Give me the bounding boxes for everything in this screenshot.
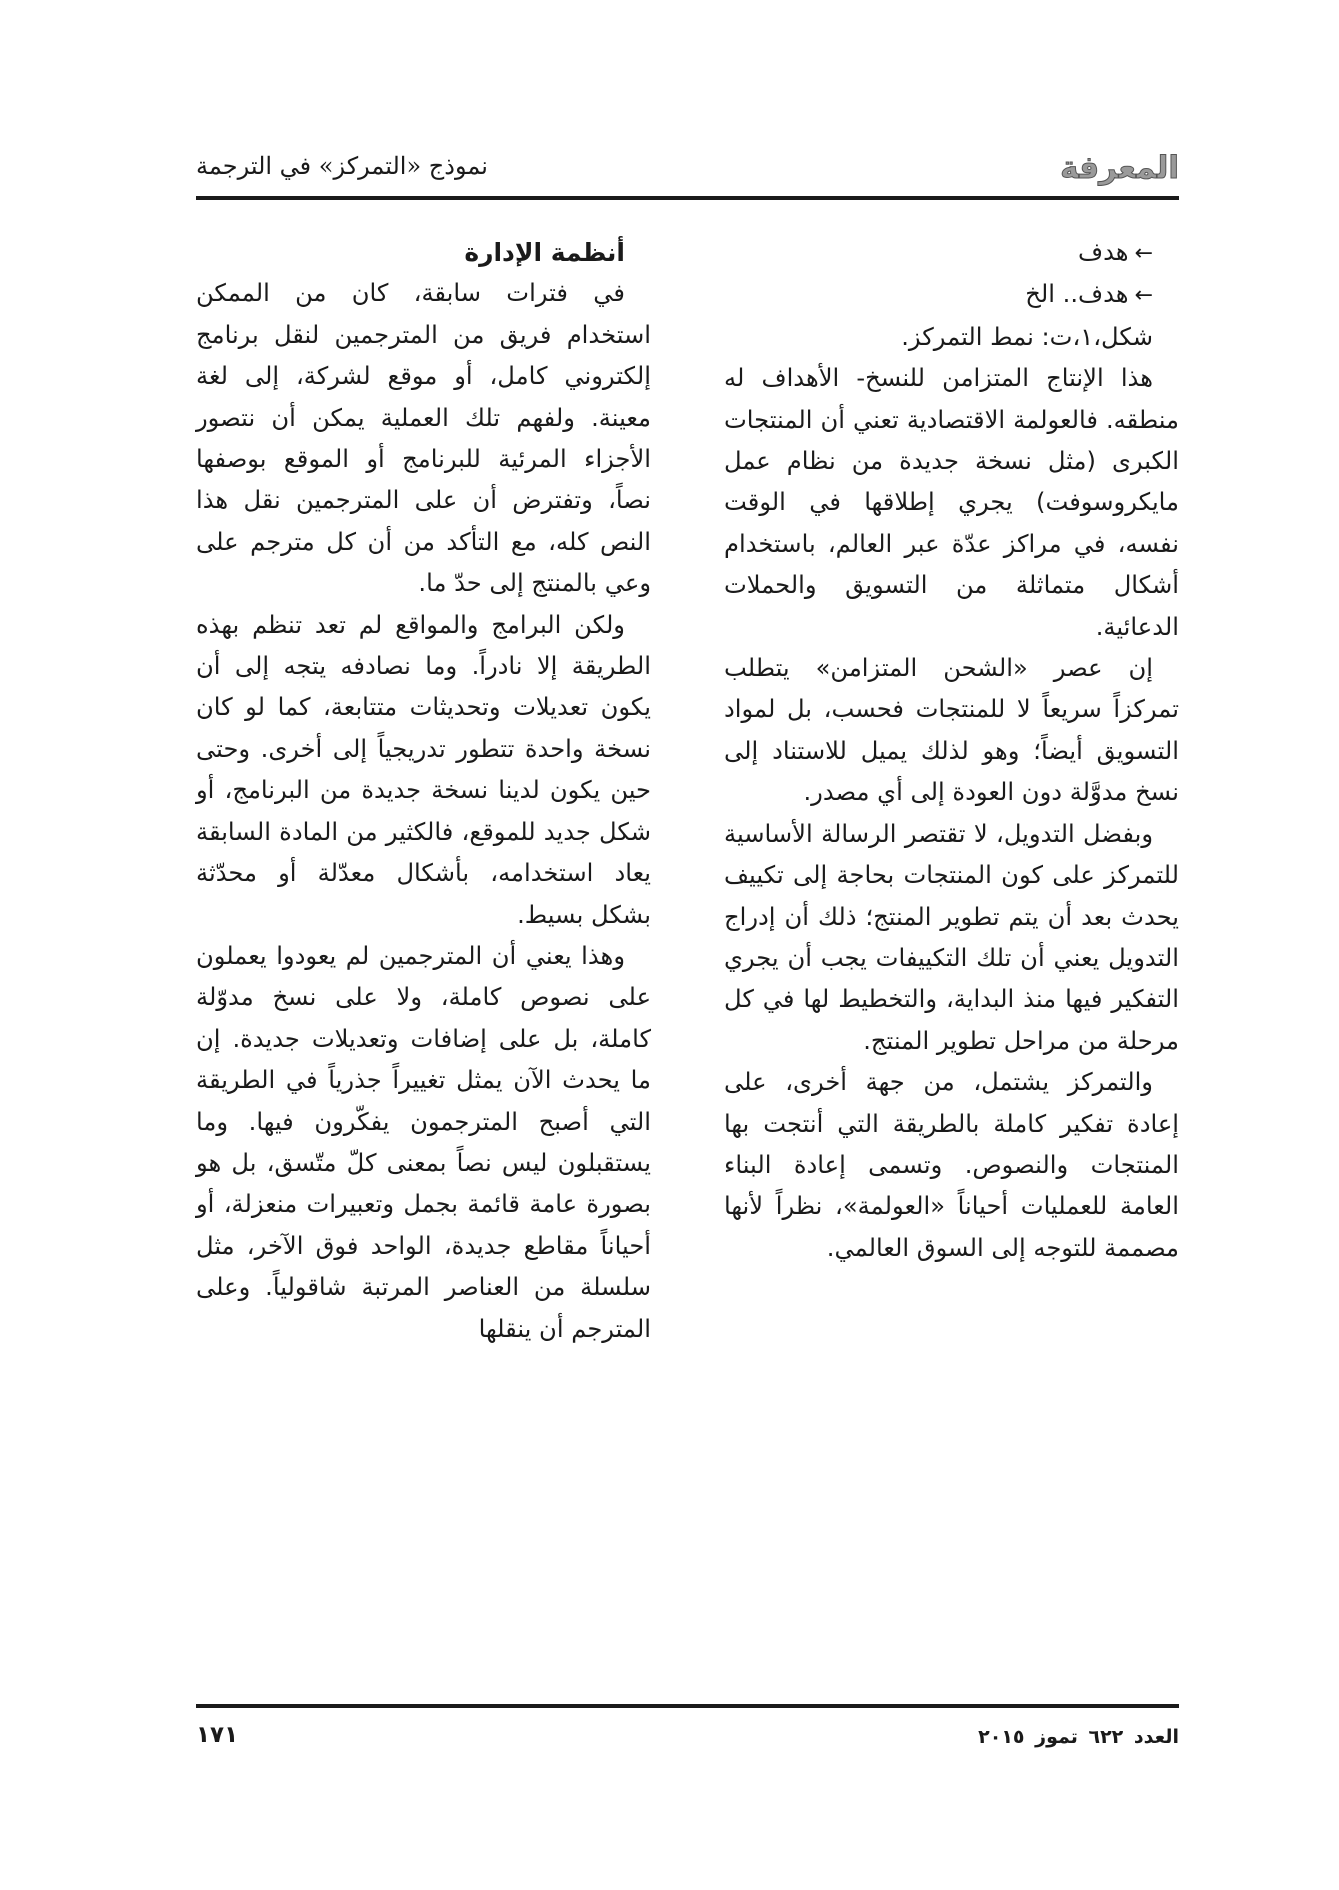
footer-rule bbox=[196, 1704, 1179, 1708]
page-number: ١٧١ bbox=[196, 1722, 239, 1748]
section-heading: أنظمة الإدارة bbox=[464, 238, 625, 267]
arrow-left-icon: ← bbox=[1134, 283, 1153, 309]
figure-line-text: هدف bbox=[1078, 238, 1129, 266]
right-column bbox=[724, 232, 1179, 1269]
figure-line-text: هدف.. الخ bbox=[1025, 280, 1129, 309]
figure-line bbox=[724, 232, 1179, 274]
paragraph: إن عصر «الشحن المتزامن» يتطلب تمركزاً سريعاً لا للمنتجات فحسب، بل لمواد التسويق أيضاً؛ وهو لذلك يميل للاستناد إلى نسخ مدوَّلة دون العودة إلى أي مصدر. bbox=[724, 654, 1179, 807]
left-column bbox=[196, 232, 651, 1350]
arrow-left-icon: ← bbox=[1134, 241, 1153, 266]
header-rule bbox=[196, 196, 1179, 200]
paragraph: وبفضل التدويل، لا تقتصر الرسالة الأساسية للتمركز على كون المنتجات بحاجة إلى تكييف يحدث بعد أن يتم تطوير المنتج؛ ذلك أن إدراج التدويل يعني أن تلك التكييفات يجب أن يجري التفكير فيها منذ البداية، والتخطيط لها في كل مرحلة من مراحل تطوير المنتج. bbox=[724, 819, 1179, 1055]
paragraph: ولكن البرامج والمواقع لم تعد تنظم بهذه الطريقة إلا نادراً. وما نصادفه يتجه إلى أن يكون تعديلات وتحديثات متتابعة، كما لو كان نسخة واحدة تتطور تدريجياً إلى أخرى. وحتى حين يكون لدينا نسخة جديدة من البرنامج، أو شكل جديد للموقع، فالكثير من المادة السابقة يعاد استخدامه، بأشكال معدّلة أو محدّثة بشكل بسيط. bbox=[196, 610, 651, 929]
figure-caption: شكل،١،ت: نمط التمركز. bbox=[901, 322, 1153, 351]
paragraph: وهذا يعني أن المترجمين لم يعودوا يعملون على نصوص كاملة، ولا على نسخ مدوّلة كاملة، بل على إضافات وتعديلات جديدة. إن ما يحدث الآن يمثل تغييراً جذرياً في الطريقة التي أصبح المترجمون يفكّرون فيها. وما يستقبلون ليس نصاً بمعنى كلّ متّسق، بل هو بصورة عامة قائمة بجمل وتعبيرات منعزلة، أو أحياناً مقاطع جديدة، الواحد فوق الآخر، مثل سلسلة من العناصر المرتبة شاقولياً. وعلى المترجم أن ينقلها bbox=[196, 941, 651, 1343]
running-title: نموذج «التمركز» في الترجمة bbox=[196, 152, 488, 180]
paragraph: هذا الإنتاج المتزامن للنسخ- الأهداف له منطقه. فالعولمة الاقتصادية تعني أن المنتجات الكبرى (مثل نسخة جديدة من نظام عمل مايكروسوفت) يجري إطلاقها في الوقت نفسه، في مراكز عدّة عبر العالم، باستخدام أشكال متماثلة من التسويق والحملات الدعائية. bbox=[724, 364, 1179, 641]
paragraph: في فترات سابقة، كان من الممكن استخدام فريق من المترجمين لنقل برنامج إلكتروني كامل، أو موقع لشركة، إلى لغة معينة. ولفهم تلك العملية يمكن أن نتصور الأجزاء المرئية للبرنامج أو الموقع بوصفها نصاً، وتفترض أن على المترجمين نقل هذا النص كله، مع التأكد من أن كل مترجم على وعي بالمنتج إلى حدّ ما. bbox=[196, 279, 651, 598]
issue-info: العدد ٦٢٢ تموز ٢٠١٥ bbox=[978, 1726, 1179, 1748]
paragraph: والتمركز يشتمل، من جهة أخرى، على إعادة تفكير كاملة بالطريقة التي أنتجت بها المنتجات والنصوص. وتسمى إعادة البناء العامة للعمليات أحياناً «العولمة»، نظراً لأنها مصممة للتوجه إلى السوق العالمي. bbox=[724, 1068, 1179, 1262]
figure-line bbox=[724, 274, 1179, 316]
magazine-logo: المعرفة bbox=[1060, 150, 1179, 186]
